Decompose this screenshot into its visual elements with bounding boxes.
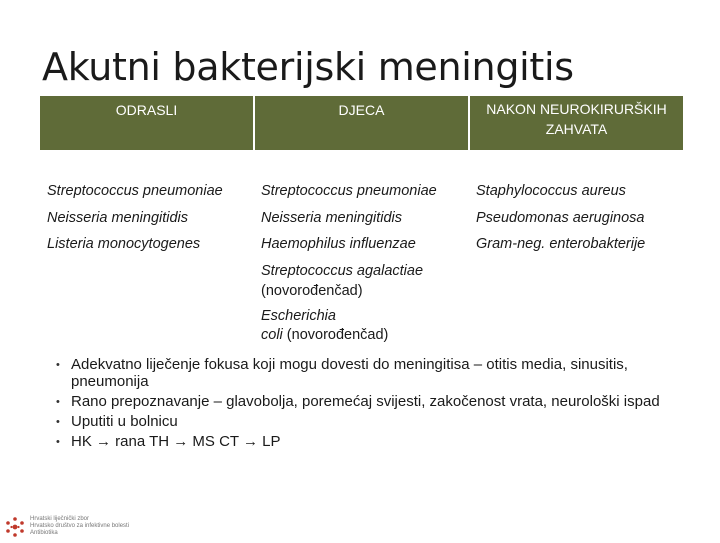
list-item [48,433,688,450]
list-item [48,393,688,410]
table-cell: Haemophilus influenzae [261,236,416,252]
bullet-icon: • [56,396,60,408]
list-item-text: HK → rana TH → MS CT → LP [71,433,281,450]
logo-line: Hrvatsko društvo za infektivne bolesti [30,523,130,529]
logo-line: Antibiotika [30,530,58,536]
list-item-text: Rano prepoznavanje – glavobolja, poremećaj svijesti, zakočenost vrata, neurološki ispad [71,393,660,410]
header-neurosurgery: NAKON NEUROKIRURŠKIH ZAHVATA [486,101,667,137]
snowflake-logo-icon [4,516,26,538]
list-item [48,356,688,390]
table-cell: Gram-neg. enterobakterije [476,236,646,252]
table-cell: Streptococcus agalactiae [261,263,424,279]
bullet-icon: • [56,416,60,428]
table-cell: Escherichia [261,308,336,324]
table-cell [261,326,388,344]
table-cell-text: coli [261,327,283,343]
bullet-icon: • [56,436,60,448]
list-item-text: Uputiti u bolnicu [71,413,178,430]
table-cell: Listeria monocytogenes [47,236,201,252]
header-adults: ODRASLI [115,102,178,118]
slide-title: Akutni bakterijski meningitis [42,45,574,89]
logo-line: Hrvatski liječnički zbor [30,516,90,522]
table-cell: Streptococcus pneumoniae [47,183,223,199]
bullet-list [48,356,688,453]
table-cell-note-text: (novorođenčad) [261,283,363,299]
header-children: DJECA [338,102,385,118]
table-cell: Pseudomonas aeruginosa [476,210,645,226]
list-item [48,413,688,430]
list-item-text: Adekvatno liječenje fokusa koji mogu dovesti do meningitisa – otitis media, sinusitis, pneumonija [71,356,628,390]
table-cell: Neisseria meningitidis [261,210,403,226]
logo-text [30,516,129,537]
table-header [40,96,683,150]
bullet-icon: • [56,359,60,371]
table-cell-note-text: (novorođenčad) [286,327,389,343]
table-cell: Neisseria meningitidis [47,210,189,226]
table-cell: Staphylococcus aureus [476,183,626,199]
society-logo [4,516,164,540]
table-cell: Streptococcus pneumoniae [261,183,437,199]
table-cell-note [261,282,363,300]
